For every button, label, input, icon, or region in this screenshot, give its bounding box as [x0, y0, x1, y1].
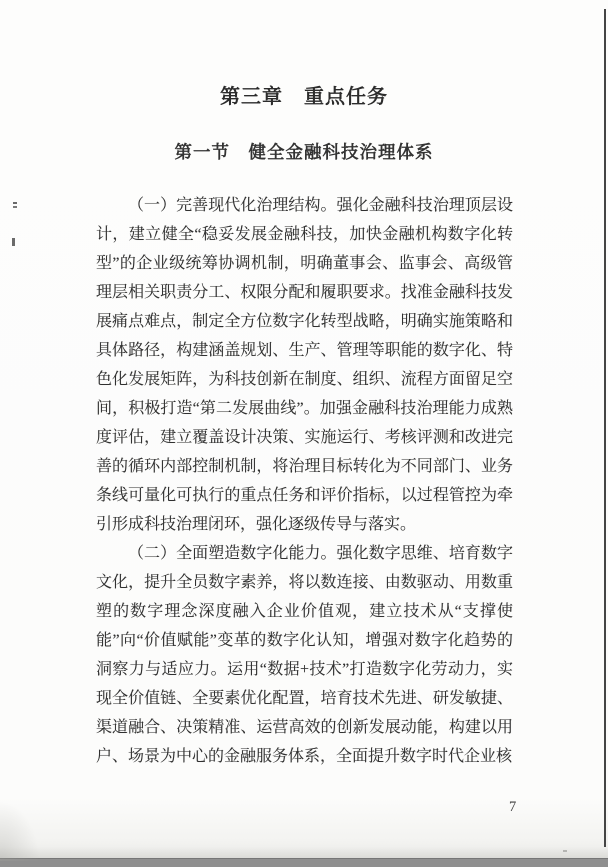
scan-speck: [12, 238, 15, 246]
paragraph-governance: （一）完善现代化治理结构。强化金融科技治理顶层设计，建立健全“稳妥发展金融科技，加快金融机构数字化转型”的企业级统筹协调机制，明确董事会、监事会、高级管理层相关职责分工、权限分配和履职要求。找准金融科技发展痛点难点，制定全方位数字化转型战略，明确实施策略和具体路径，构建涵盖规划、生产、管理等职能的数字化、特色化发展矩阵，为科技创新在制度、组织、流程方面留足空间，积极打造“第二发展曲线”。加强金融科技治理能力成熟度评估，建立覆盖设计决策、实施运行、考核评测和改进完善的循环内部控制机制，将治理目标转化为不同部门、业务条线可量化可执行的重点任务和评价指标，以过程管控为牵引形成科技治理闭环，强化逐级传导与落实。: [96, 197, 513, 533]
scan-speck: [563, 850, 567, 852]
scan-edge-line: [604, 9, 606, 847]
scan-bottom-shadow: [0, 858, 608, 867]
scan-corner-shade: [0, 801, 40, 861]
section-title: 第一节 健全金融科技治理体系: [174, 142, 434, 162]
chapter-title: 第三章 重点任务: [220, 86, 388, 108]
paragraph-digital-capability: （二）全面塑造数字化能力。强化数字思维、培育数字文化，提升全员数字素养，将以数连接、由数驱动、用数重塑的数字理念深度融入企业价值观，建立技术从“支撑使能”向“价值赋能”变革的数字化认知，增强对数字化趋势的洞察力与适应力。运用“数据+技术”打造数字化劳动力，实现全价值链、全要素优化配置，培育技术先进、研发敏捷、渠道融合、决策精准、运营高效的创新发展动能，构建以用户、场景为中心的金融服务体系，全面提升数字时代企业核: [96, 545, 513, 765]
scan-speck: [13, 202, 17, 204]
body-text: [96, 191, 513, 771]
page-number: 7: [509, 799, 517, 815]
